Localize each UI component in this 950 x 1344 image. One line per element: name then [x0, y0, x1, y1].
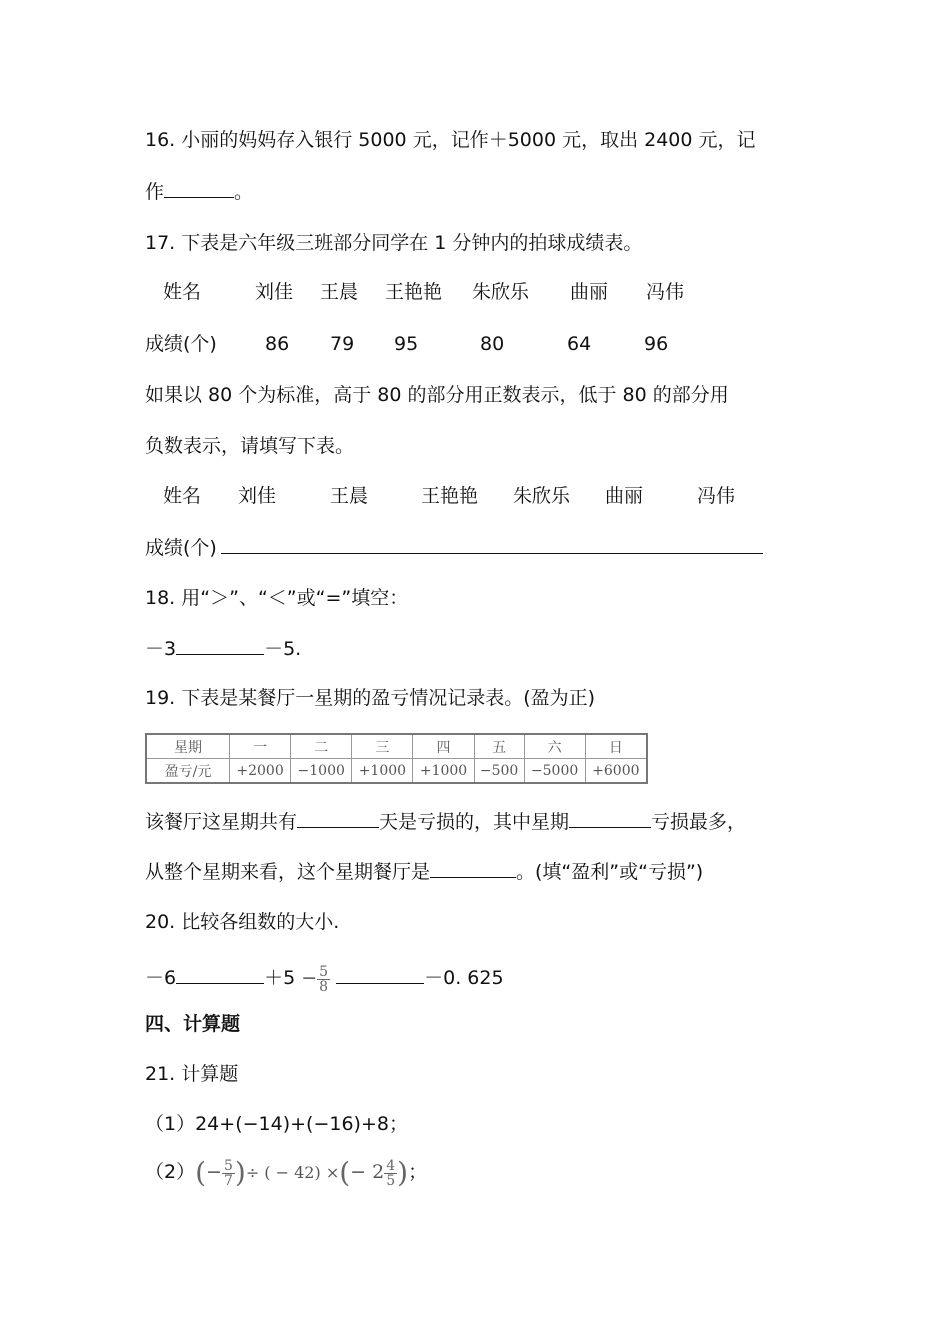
q17-intro: 17. 下表是六年级三班部分同学在 1 分钟内的拍球成绩表。: [145, 232, 643, 254]
q18-intro: 18. 用“＞”、“＜”或“=”填空：: [145, 587, 409, 609]
q17-table2-name: 王晨: [330, 485, 369, 507]
q19-table-value: +1000: [352, 759, 413, 784]
q20-intro: 20. 比较各组数的大小.: [145, 911, 340, 933]
q20-fraction-numerator: 5: [319, 963, 329, 980]
q19-table-day: 五: [474, 734, 524, 759]
q17-answer-blank[interactable]: [491, 535, 583, 554]
q17-table1-name: 王晨: [320, 281, 359, 303]
q21-item2-fraction: [222, 1159, 235, 1188]
q21-item1-label: （1）: [145, 1113, 196, 1135]
q19-table-header-row: [146, 734, 647, 759]
q17-answer-blank[interactable]: [221, 535, 309, 554]
q17-table1-name: 冯伟: [646, 281, 685, 303]
q19-table-value: +1000: [413, 759, 474, 784]
q19-text: 。(填“盈利”或“亏损”): [516, 861, 704, 883]
q19-table-day: 二: [291, 734, 352, 759]
q17-table1-score: 64: [567, 333, 592, 355]
q21-item2-label: （2）: [145, 1161, 196, 1183]
q20-fraction-denominator: 8: [319, 978, 329, 995]
q20-answer-blank[interactable]: [176, 965, 264, 984]
q20-b-right: －0. 625: [424, 967, 504, 989]
q19-table-value: +6000: [585, 759, 647, 784]
q17-table1-row-label: 成绩(个): [145, 333, 217, 355]
q19-table-day: 四: [413, 734, 474, 759]
q17-table1-score: 86: [265, 333, 290, 355]
q16-line1: 16. 小丽的妈妈存入银行 5000 元，记作＋5000 元，取出 2400 元，记: [145, 129, 756, 151]
q19-answer-blank[interactable]: [297, 809, 379, 828]
q18-expression: [145, 636, 301, 662]
q19-table-row-label: 盈亏/元: [146, 759, 230, 784]
q17-table2-name: 王艳艳: [421, 485, 479, 507]
q19-intro: 19. 下表是某餐厅一星期的盈亏情况记录表。(盈为正): [145, 687, 596, 709]
q21-item2: [145, 1150, 427, 1195]
q18-left: －3: [145, 638, 177, 660]
q20-b-sign: −: [301, 967, 318, 989]
q19-table-day: 一: [230, 734, 291, 759]
q21-item2-mixed-whole: − 2: [350, 1161, 385, 1183]
q17-table1-name: 王艳艳: [385, 281, 443, 303]
q18-right: －5.: [264, 638, 302, 660]
q16-line2-prefix: 作: [145, 181, 165, 203]
q19-table-header-label: 星期: [146, 734, 230, 759]
q17-table1-score: 95: [394, 333, 419, 355]
q20-answer-blank[interactable]: [336, 965, 424, 984]
q21-item2-mixed-denominator: 5: [386, 1172, 396, 1189]
q17-answer-blank[interactable]: [399, 535, 491, 554]
q17-table1-name: 刘佳: [255, 281, 294, 303]
q17-table2-row-label: 成绩(个): [145, 537, 217, 559]
q19-question-line1: [145, 809, 746, 835]
q21-item1-expression: 24+(−14)+(−16)+8；: [195, 1113, 408, 1135]
q17-table1-score: 96: [644, 333, 669, 355]
q21-item1: [145, 1111, 408, 1137]
q17-table1-header: 姓名: [163, 281, 202, 303]
q20-fraction: [317, 965, 330, 994]
q19-table-value: +2000: [230, 759, 291, 784]
q20-a-left: －6: [145, 967, 177, 989]
q17-table2-name: 朱欣乐: [513, 485, 571, 507]
q21-intro: 21. 计算题: [145, 1063, 239, 1085]
q19-table-value-row: [146, 759, 647, 784]
q19-text: 亏损最多，: [651, 811, 747, 833]
q19-question-line2: [145, 859, 703, 885]
q21-item2-expression: (− $\frac{5}{7}$ )÷ ( − 42) ×(− 2 $\frac{4}{5}$ ): [195, 1156, 409, 1189]
q17-table1-name: 朱欣乐: [472, 281, 530, 303]
q17-table2-name: 曲丽: [605, 485, 644, 507]
q17-table1-score: 80: [480, 333, 505, 355]
q20-fraction-expression: [301, 963, 330, 995]
q19-text: 从整个星期来看，这个星期餐厅是: [145, 861, 431, 883]
section4-title: 四、计算题: [145, 1013, 241, 1035]
q19-table-day: 日: [585, 734, 647, 759]
q21-item2-middle: ÷ ( − 42) ×: [245, 1163, 340, 1182]
q19-profit-loss-table: [145, 733, 648, 784]
q16-answer-blank[interactable]: [164, 179, 234, 198]
q16-line2-suffix: 。: [234, 181, 254, 203]
q17-answer-blank[interactable]: [583, 535, 673, 554]
q17-table2-name: 冯伟: [697, 485, 736, 507]
q19-table-value: −500: [474, 759, 524, 784]
q21-item2-sign: −: [206, 1161, 222, 1183]
q17-instruction-line1: 如果以 80 个为标准，高于 80 的部分用正数表示，低于 80 的部分用: [145, 384, 729, 406]
q17-instruction-line2: 负数表示，请填写下表。: [145, 435, 355, 457]
q17-answer-blank[interactable]: [309, 535, 399, 554]
q18-answer-blank[interactable]: [176, 636, 264, 655]
q21-item2-mixed-fraction: [384, 1159, 397, 1188]
q17-table2-row: [145, 535, 763, 561]
q19-table-value: −5000: [524, 759, 585, 784]
q20-expression: [145, 958, 504, 998]
q19-table-value: −1000: [291, 759, 352, 784]
q19-answer-blank[interactable]: [430, 859, 516, 878]
q19-table-day: 三: [352, 734, 413, 759]
q17-table2-name: 刘佳: [238, 485, 277, 507]
q21-item2-end: ；: [408, 1161, 428, 1183]
q19-text: 该餐厅这星期共有: [145, 811, 298, 833]
q17-table1-name: 曲丽: [570, 281, 609, 303]
q19-text: 天是亏损的，其中星期: [379, 811, 570, 833]
q17-table2-header: 姓名: [163, 485, 202, 507]
q17-table1-score: 79: [330, 333, 355, 355]
q16-line2: [145, 179, 253, 205]
q19-table-day: 六: [524, 734, 585, 759]
q21-item2-denominator: 7: [223, 1172, 233, 1189]
q20-a-right: ＋5: [264, 967, 296, 989]
q21-item2-mixed-numerator: 4: [386, 1157, 396, 1174]
q17-answer-blank[interactable]: [673, 535, 763, 554]
q21-item2-numerator: 5: [223, 1157, 233, 1174]
q19-answer-blank[interactable]: [569, 809, 651, 828]
